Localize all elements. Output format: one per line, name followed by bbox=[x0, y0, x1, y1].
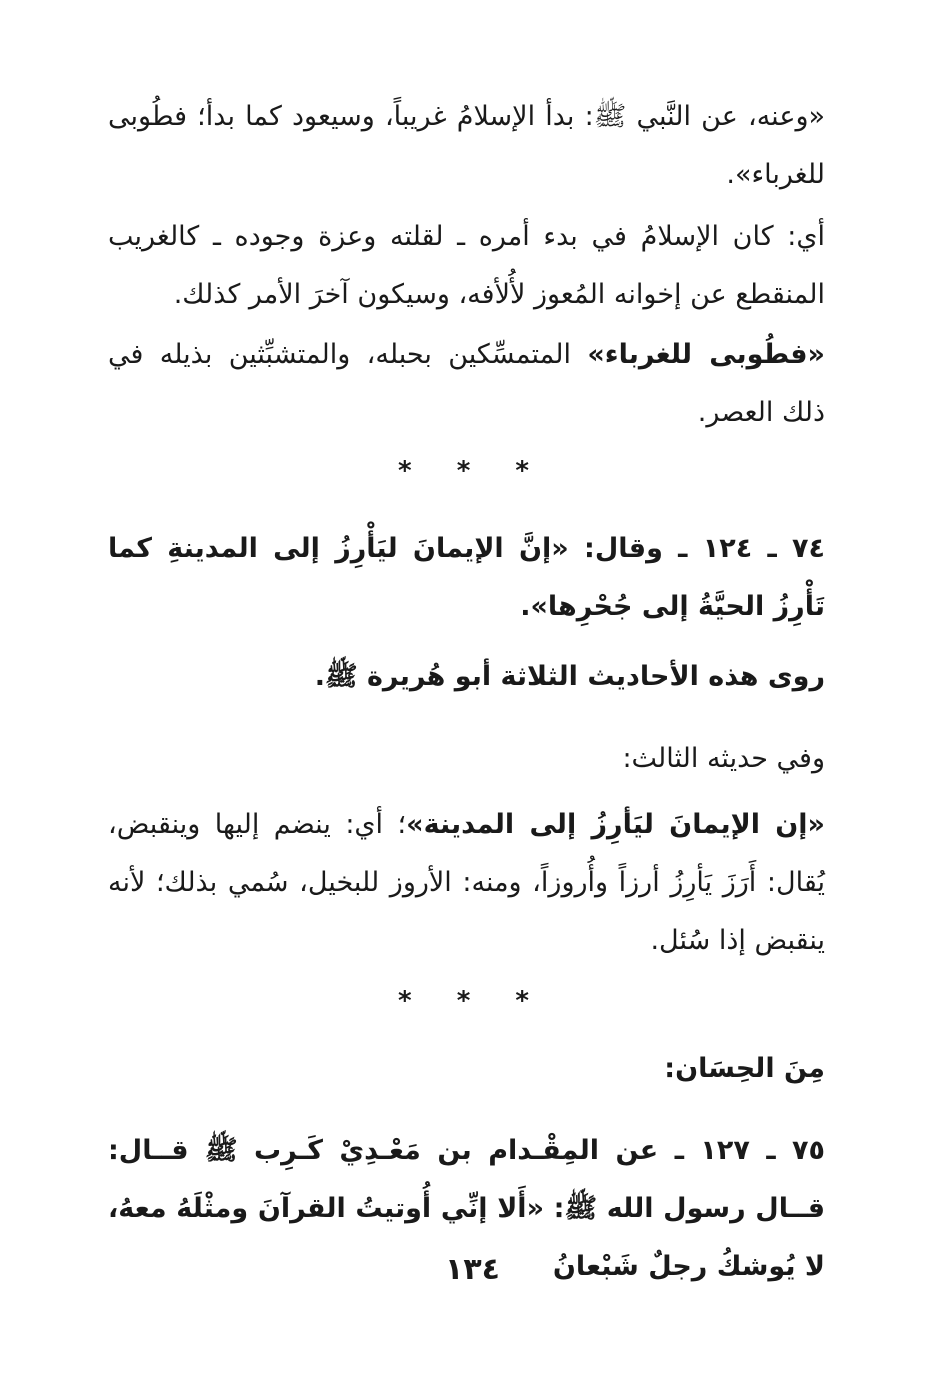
section-separator-2: * * * bbox=[398, 986, 547, 1016]
paragraph-narrator: روى هذه الأحاديث الثلاثة أبو هُريرة ﷺ. bbox=[314, 661, 825, 692]
paragraph-arz-explanation bbox=[108, 796, 825, 970]
quote-iman: «إن الإيمانَ ليَأرِزُ إلى المدينة» bbox=[406, 809, 825, 840]
paragraph-hadith-75: ٧٥ ـ ١٢٧ ـ عن المِقْـدام بن مَعْـدِيْ كَـرِب ﷺ قــال: قــال رسول الله ﷺ: «أَلا إنِّي أُوتيتُ القرآنَ ومثْلَهُ معهُ، لا يُوشكُ رجلٌ شَبْعانُ bbox=[108, 1135, 826, 1282]
section-heading-hisan: مِنَ الحِسَان: bbox=[664, 1053, 825, 1084]
section-separator-1: * * * bbox=[398, 456, 547, 486]
paragraph-explanation-2 bbox=[108, 326, 825, 442]
paragraph-explanation-2-text: المتمسِّكين بحبله، والمتشبِّثين بذيله في ذلك العصر. bbox=[108, 339, 825, 428]
paragraph-third-hadith-heading: وفي حديثه الثالث: bbox=[622, 743, 825, 774]
paragraph-hadith-74: ٧٤ ـ ١٢٤ ـ وقال: «إنَّ الإيمانَ ليَأْرِزُ إلى المدينةِ كما تَأْرِزُ الحيَّةُ إلى جُحْرِها». bbox=[108, 533, 826, 622]
quote-tuba: «فطُوبى للغرباء» bbox=[587, 339, 826, 370]
page-number: ١٣٤ bbox=[445, 1252, 500, 1287]
paragraph-explanation-1: أي: كان الإسلامُ في بدء أمره ـ لقلته وعزة وجوده ـ كالغريب المنقطع عن إخوانه المُعوز لأُلأفه، وسيكون آخرَ الأمر كذلك. bbox=[108, 221, 825, 310]
paragraph-hadith-gharib: «وعنه، عن النَّبي ﷺ: بدأ الإسلامُ غريباً، وسيعود كما بدأ؛ فطُوبى للغرباء». bbox=[108, 101, 825, 190]
paragraph-arz-text: ؛ أي: ينضم إليها وينقبض، يُقال: أَرَزَ يَأرِزُ أرزاً وأُروزاً، ومنه: الأروز للبخيل، سُمي بذلك؛ لأنه ينقبض إذا سُئل. bbox=[108, 809, 825, 956]
